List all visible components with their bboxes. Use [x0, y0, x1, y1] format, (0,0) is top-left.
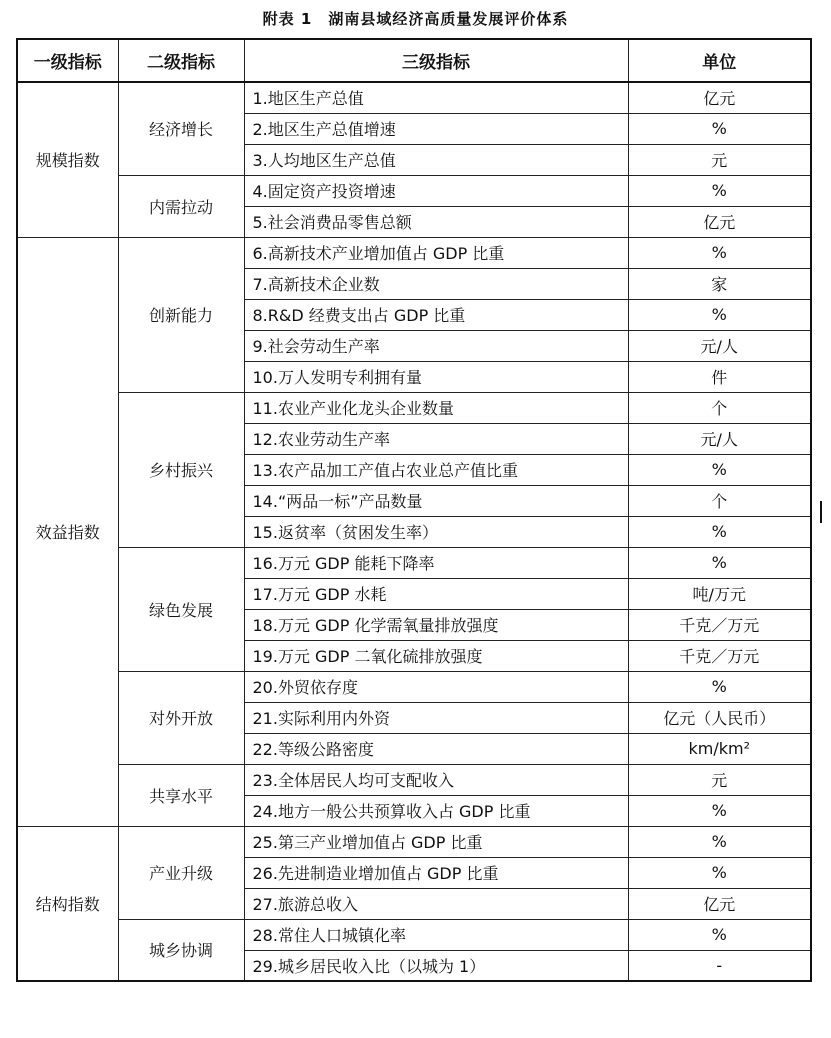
indicator-cell: 13.农产品加工产值占农业总产值比重: [244, 454, 628, 485]
indicator-cell: 2.地区生产总值增速: [244, 113, 628, 144]
unit-cell: 元: [628, 144, 811, 175]
unit-cell: km/km²: [628, 733, 811, 764]
indicator-cell: 4.固定资产投资增速: [244, 175, 628, 206]
unit-cell: 千克／万元: [628, 640, 811, 671]
header-level1: 一级指标: [17, 39, 118, 82]
unit-cell: 件: [628, 361, 811, 392]
table-row: [17, 919, 811, 950]
table-row: [17, 175, 811, 206]
level1-cell: 规模指数: [17, 82, 118, 237]
level2-cell: 产业升级: [118, 826, 244, 919]
level2-cell: 创新能力: [118, 237, 244, 392]
indicator-cell: 24.地方一般公共预算收入占 GDP 比重: [244, 795, 628, 826]
header-unit: 单位: [628, 39, 811, 82]
level2-cell: 城乡协调: [118, 919, 244, 981]
indicator-cell: 16.万元 GDP 能耗下降率: [244, 547, 628, 578]
indicator-cell: 22.等级公路密度: [244, 733, 628, 764]
level2-cell: 绿色发展: [118, 547, 244, 671]
level2-cell: 共享水平: [118, 764, 244, 826]
unit-cell: 元: [628, 764, 811, 795]
unit-cell: 个: [628, 392, 811, 423]
unit-cell: 亿元（人民币）: [628, 702, 811, 733]
level1-cell: 结构指数: [17, 826, 118, 981]
unit-cell: %: [628, 516, 811, 547]
unit-cell: %: [628, 175, 811, 206]
indicator-cell: 8.R&D 经费支出占 GDP 比重: [244, 299, 628, 330]
unit-cell: 吨/万元: [628, 578, 811, 609]
indicator-cell: 7.高新技术企业数: [244, 268, 628, 299]
unit-cell: %: [628, 299, 811, 330]
level2-cell: 对外开放: [118, 671, 244, 764]
unit-cell: 亿元: [628, 888, 811, 919]
header-level3: 三级指标: [244, 39, 628, 82]
indicator-cell: 15.返贫率（贫困发生率）: [244, 516, 628, 547]
indicator-cell: 25.第三产业增加值占 GDP 比重: [244, 826, 628, 857]
unit-cell: 元/人: [628, 423, 811, 454]
table-title: 附表 1 湖南县域经济高质量发展评价体系: [262, 10, 569, 28]
indicator-cell: 6.高新技术产业增加值占 GDP 比重: [244, 237, 628, 268]
unit-cell: %: [628, 857, 811, 888]
table-row: [17, 764, 811, 795]
indicator-cell: 1.地区生产总值: [244, 82, 628, 113]
text-cursor-mark: [820, 501, 822, 523]
table-row: [17, 237, 811, 268]
table-row: [17, 392, 811, 423]
indicator-cell: 23.全体居民人均可支配收入: [244, 764, 628, 795]
level2-cell: 内需拉动: [118, 175, 244, 237]
indicator-cell: 14.“两品一标”产品数量: [244, 485, 628, 516]
header-row: [17, 39, 811, 82]
indicator-cell: 3.人均地区生产总值: [244, 144, 628, 175]
indicator-cell: 20.外贸依存度: [244, 671, 628, 702]
unit-cell: 家: [628, 268, 811, 299]
unit-cell: %: [628, 454, 811, 485]
indicator-cell: 29.城乡居民收入比（以城为 1）: [244, 950, 628, 981]
unit-cell: %: [628, 671, 811, 702]
table-row: [17, 671, 811, 702]
indicator-cell: 9.社会劳动生产率: [244, 330, 628, 361]
unit-cell: 元/人: [628, 330, 811, 361]
unit-cell: %: [628, 113, 811, 144]
level1-cell: 效益指数: [17, 237, 118, 826]
indicator-cell: 11.农业产业化龙头企业数量: [244, 392, 628, 423]
indicator-cell: 17.万元 GDP 水耗: [244, 578, 628, 609]
table-row: [17, 82, 811, 113]
unit-cell: %: [628, 826, 811, 857]
indicator-cell: 18.万元 GDP 化学需氧量排放强度: [244, 609, 628, 640]
unit-cell: 个: [628, 485, 811, 516]
indicator-table: [16, 38, 812, 982]
unit-cell: %: [628, 547, 811, 578]
unit-cell: -: [628, 950, 811, 981]
indicator-cell: 26.先进制造业增加值占 GDP 比重: [244, 857, 628, 888]
unit-cell: %: [628, 795, 811, 826]
indicator-cell: 12.农业劳动生产率: [244, 423, 628, 454]
table-row: [17, 547, 811, 578]
unit-cell: 亿元: [628, 82, 811, 113]
indicator-cell: 5.社会消费品零售总额: [244, 206, 628, 237]
unit-cell: %: [628, 237, 811, 268]
indicator-cell: 28.常住人口城镇化率: [244, 919, 628, 950]
unit-cell: 千克／万元: [628, 609, 811, 640]
indicator-cell: 10.万人发明专利拥有量: [244, 361, 628, 392]
level2-cell: 乡村振兴: [118, 392, 244, 547]
header-level2: 二级指标: [118, 39, 244, 82]
table-row: [17, 826, 811, 857]
unit-cell: 亿元: [628, 206, 811, 237]
indicator-cell: 19.万元 GDP 二氧化硫排放强度: [244, 640, 628, 671]
level2-cell: 经济增长: [118, 82, 244, 175]
indicator-cell: 21.实际利用内外资: [244, 702, 628, 733]
indicator-cell: 27.旅游总收入: [244, 888, 628, 919]
unit-cell: %: [628, 919, 811, 950]
